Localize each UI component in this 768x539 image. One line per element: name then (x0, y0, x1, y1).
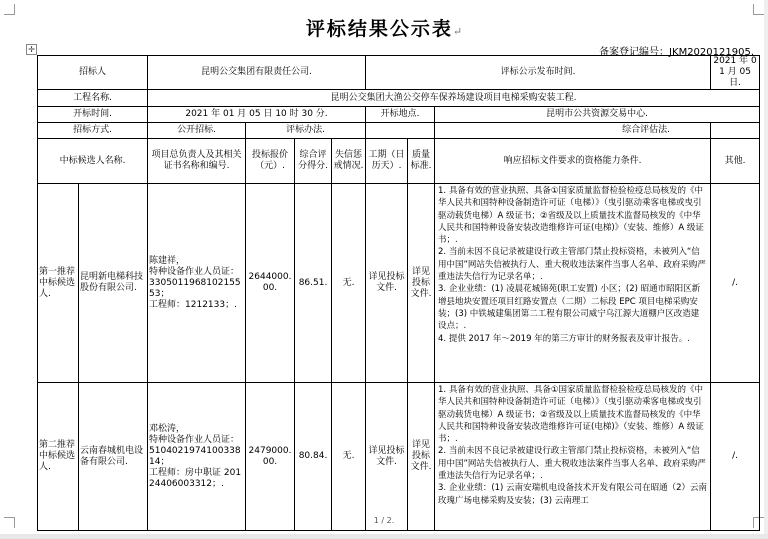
candidate-credit: 无. (332, 383, 366, 531)
candidate-manager: 邓松涛， 特种设备作业人员证： 5104021974100338 14； 工程师：房中职证 20124406003312；. (148, 383, 246, 531)
candidate-manager: 陈建祥， 特种设备作业人员证： 3305011968102155 53； 工程师：1212133；. (148, 184, 246, 383)
header-quality: 质量标准. (408, 139, 435, 184)
project-value: 昆明公交集团大渔公交停车保养场建设项目电梯采购安装工程. (148, 90, 760, 107)
tenderer-label: 招标人 (38, 56, 148, 90)
header-credit: 失信惩戒情况. (332, 139, 366, 184)
registration-number: 备案登记编号：JKM2020121905. (599, 47, 754, 58)
candidate-other: /. (711, 184, 760, 383)
open-place-value: 昆明市公共资源交易中心. (435, 107, 760, 123)
method-value: 公开招标. (148, 123, 246, 139)
header-manager: 项目总负责人及其相关证书名称和编号. (148, 139, 246, 184)
eval-method-label: 评标办法. (246, 123, 366, 139)
candidate-price: 2479000.00. (246, 383, 295, 531)
candidate-requirement: 1. 具备有效的营业执照、具备①国家质量监督检验检疫总局核发的《中华人民共和国特种设备制造许可证（电梯）》（曳引驱动乘客电梯或曳引驱动载货电梯）A 级证书；②省级及以上质量技术监督局核发的《中华人民共和国特种设备安装改造维修许可证(电梯)》（安装、维修）A 级证书；. 2. 当前未因不良记录被建设行政主管部门禁止投标资格，未被列入“信用中国”网站失信被执行人、重大税收违法案件当事人名单、政府采购严重违法失信行为记录名单；. 3. 企业业绩：(1) 凌晨花城锦苑(职工安置) 小区；(2) 昭通市昭阳区新增县地块安置还项目红路安置点（二期）二标段 EPC 项目电梯采购安装；(3) 中铁城建集团第二工程有限公司威宁乌江源大道棚户区改造建设点；. 4. 提供 2017 年～2019 年的第三方审计的财务报表及审计报告。. (435, 184, 711, 383)
table-move-handle[interactable]: ✛ (26, 44, 37, 55)
vertical-scrollbar[interactable] (764, 0, 768, 539)
page-title: 评标结果公示表↵ (305, 18, 463, 40)
comprehensive-label: 综合评估法. (435, 123, 711, 139)
table-row (38, 184, 760, 383)
table-row (38, 383, 760, 531)
publish-time-value: 2021 年 01 月 05 日. (711, 56, 760, 90)
table-row (38, 123, 760, 139)
candidate-other: /. (711, 383, 760, 531)
header-score: 综合评分得分. (295, 139, 332, 184)
project-label: 工程名称. (38, 90, 148, 107)
table-row (38, 107, 760, 123)
table-header-row (38, 139, 760, 184)
candidate-rank: 第一推荐中标候选人. (38, 184, 79, 383)
eval-method-value (366, 123, 435, 139)
candidate-credit: 无. (332, 184, 366, 383)
tenderer-value: 昆明公交集团有限责任公司. (148, 56, 366, 90)
candidate-requirement: 1. 具备有效的营业执照、具备①国家质量监督检验检疫总局核发的《中华人民共和国特种设备制造许可证（电梯）》（曳引驱动乘客电梯或曳引驱动载货电梯）A 级证书；②省级及以上质量技术监督局核发的《中华人民共和国特种设备安装改造维修许可证(电梯)》（安装、维修）A 级证书；. 2. 当前未因不良记录被建设行政主管部门禁止投标资格，未被列入“信用中国”网站失信被执行人、重大税收违法案件当事人名单、政府采购严重违法失信行为记录名单；. 3. 企业业绩：(1) 云南安瑞机电设备技术开发有限公司在昭通（2）云南玫瑰广场电梯采购及安装；(3) 云南理工 (435, 383, 711, 531)
header-candidate: 中标候选人名称. (38, 139, 148, 184)
paragraph-mark-icon: ↵ (452, 25, 463, 38)
candidate-rank: 第二推荐中标候选人. (38, 383, 79, 531)
page-number: 1 / 2. (373, 516, 395, 525)
candidate-period: 详见投标文件. (366, 383, 408, 531)
open-time-label: 开标时间. (38, 107, 148, 123)
open-place-label: 开标地点. (366, 107, 435, 123)
method-label: 招标方式. (38, 123, 148, 139)
candidate-name: 昆明新电梯科技股份有限公司. (79, 184, 148, 383)
open-time-value: 2021 年 01 月 05 日 10 时 30 分. (148, 107, 366, 123)
candidate-name: 云南春城机电设备有限公司. (79, 383, 148, 531)
header-other: 其他. (711, 139, 760, 184)
candidate-quality: 详见投标文件. (408, 184, 435, 383)
header-price: 投标报价（元）. (246, 139, 295, 184)
table-row (38, 90, 760, 107)
publish-time-label: 评标公示发布时间. (366, 56, 711, 90)
candidate-price: 2644000.00. (246, 184, 295, 383)
horizontal-scrollbar[interactable] (0, 534, 768, 539)
table-row (38, 56, 760, 90)
candidate-score: 86.51. (295, 184, 332, 383)
results-table (37, 55, 760, 531)
header-requirement: 响应招标文件要求的资格能力条件. (435, 139, 711, 184)
candidate-quality: 详见投标文件. (408, 383, 435, 531)
header-period: 工期（日历天）. (366, 139, 408, 184)
comprehensive-value (711, 123, 760, 139)
candidate-period: 详见投标文件. (366, 184, 408, 383)
candidate-score: 80.84. (295, 383, 332, 531)
